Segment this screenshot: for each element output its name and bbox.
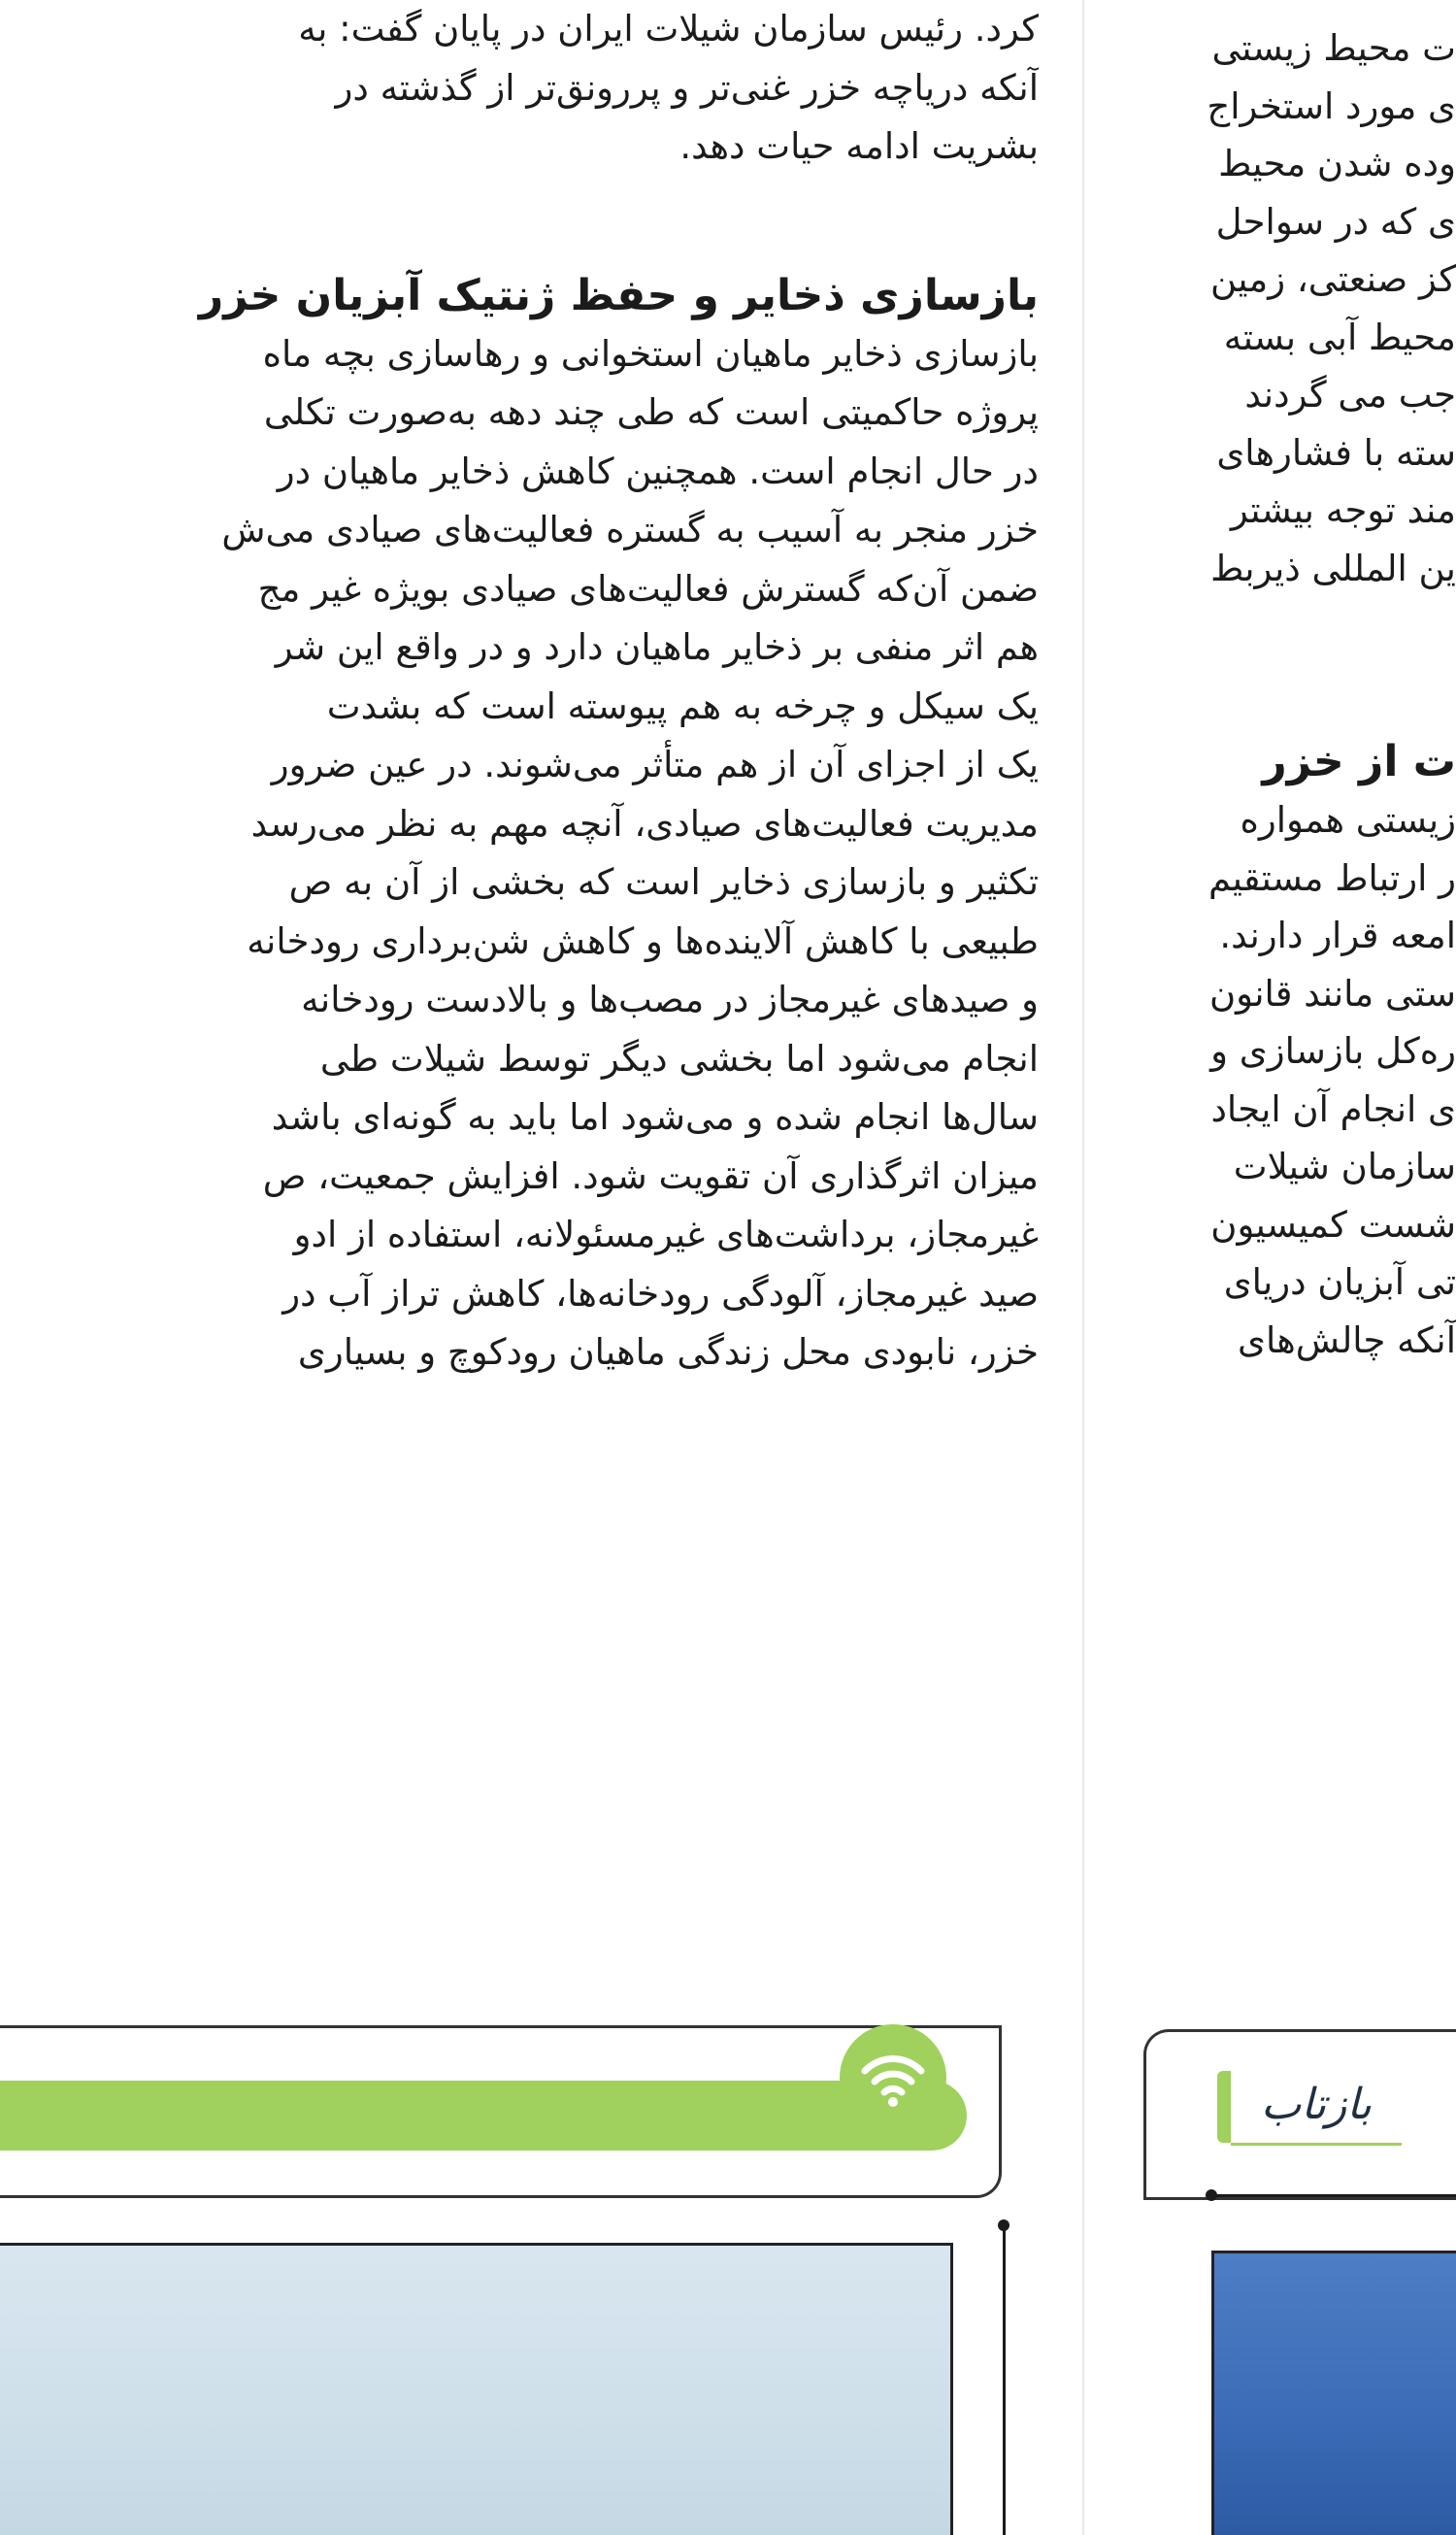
side-line: ی مورد استخراج — [1207, 84, 1456, 127]
body-line: غیرمجاز، برداشت‌های غیرمسئولانه، استفاده از ادو — [293, 1214, 1039, 1255]
side-line: ر ارتباط مستقیم — [1208, 856, 1456, 899]
side-line: وده شدن محیط — [1218, 143, 1456, 184]
intro-line: آنکه دریاچه خزر غنی‌تر و پررونق‌تر از گذشته در — [335, 66, 1039, 109]
body-line: انجام می‌شود اما بخشی دیگر توسط شیلات طی — [319, 1037, 1039, 1080]
banner-bar — [0, 2081, 967, 2151]
body-line: تکثیر و بازسازی ذخایر است که بخشی از آن به ص — [288, 861, 1039, 903]
side-line: جب می گردند — [1244, 374, 1456, 416]
side-line: امعه قرار دارند. — [1219, 915, 1456, 956]
body-line: خزر، نابودی محل زندگی ماهیان رودکوچ و بسیاری — [297, 1331, 1039, 1373]
side-divider — [1211, 2194, 1456, 2197]
section-heading: بازسازی ذخایر و حفظ ژنتیک آبزیان خزر — [198, 270, 1039, 320]
side-line: سته با فشارهای — [1216, 431, 1456, 474]
side-line: آنکه چالش‌های — [1238, 1318, 1456, 1361]
side-line: سازمان شیلات — [1233, 1146, 1456, 1187]
baztab-label: بازتاب — [1231, 2071, 1402, 2146]
photo — [0, 2243, 953, 2535]
side-line: زیستی همواره — [1240, 799, 1456, 841]
intro-line: کرد. رئیس سازمان شیلات ایران در پایان گفت: به — [298, 8, 1039, 50]
side-line: ستی مانند قانون — [1208, 972, 1456, 1015]
sea-photo — [1211, 2251, 1456, 2535]
page-fold — [1082, 0, 1084, 2535]
side-article-column — [1095, 0, 1456, 1369]
body-line: بازسازی ذخایر ماهیان استخوانی و رهاسازی بچه ماه — [262, 332, 1039, 375]
side-line: محیط آبی بسته — [1223, 316, 1456, 358]
side-line: ره‌کل بازسازی و — [1210, 1030, 1456, 1072]
intro-line: بشریت ادامه حیات دهد. — [679, 125, 1039, 167]
side-line: تی آبزیان دریای — [1223, 1261, 1456, 1303]
body-line: ضمن آن‌که گسترش فعالیت‌های صیادی بویژه غیر مج — [257, 567, 1039, 610]
side-line: ت محیط زیستی — [1211, 27, 1456, 69]
body-line: یک از اجزای آن از هم متأثر می‌شوند. در عین ضرور — [271, 744, 1039, 785]
side-line: کز صنعتی، زمین — [1210, 258, 1456, 300]
body-line: سال‌ها انجام شده و می‌شود اما باید به گونه‌ای باشد — [271, 1096, 1039, 1138]
body-line: میزان اثرگذاری آن تقویت شود. افزایش جمعیت، ص — [262, 1154, 1039, 1197]
body-line: و صیدهای غیرمجاز در مصب‌ها و بالادست رودخانه — [301, 979, 1039, 1020]
side-line: ی انجام آن ایجاد — [1210, 1087, 1456, 1130]
side-line: ین المللی ذیربط — [1210, 547, 1456, 589]
side-section-heading: ت از خزر — [1262, 737, 1456, 786]
side-line: مند توجه بیشتر — [1230, 489, 1456, 531]
side-line: شست کمیسیون — [1210, 1203, 1456, 1246]
body-line: صید غیرمجاز، آلودگی رودخانه‌ها، کاهش تراز آب در — [282, 1272, 1039, 1315]
body-line: طبیعی با کاهش آلاینده‌ها و کاهش شن‌برداری رودخانه — [247, 919, 1039, 962]
body-line: یک سیکل و چرخه به هم پیوسته است که بشدت — [326, 684, 1039, 727]
main-article-column — [0, 0, 1039, 1383]
side-line: ی که در سواحل — [1215, 200, 1456, 243]
section-banner — [0, 2025, 1002, 2198]
body-line: پروژه حاکمیتی است که طی چند دهه به‌صورت تکلی — [263, 391, 1039, 433]
body-line: در حال انجام است. همچنین کاهش ذخایر ماهیان در — [277, 450, 1039, 492]
body-line: هم اثر منفی بر ذخایر ماهیان دارد و در واقع این شر — [275, 626, 1039, 668]
body-line: خزر منجر به آسیب به گستره فعالیت‌های صیادی می‌ش — [221, 509, 1039, 550]
column-divider — [1003, 2225, 1006, 2535]
wifi-icon — [840, 2024, 946, 2131]
body-line: مدیریت فعالیت‌های صیادی، آنچه مهم به نظر می‌رسد — [250, 802, 1039, 845]
